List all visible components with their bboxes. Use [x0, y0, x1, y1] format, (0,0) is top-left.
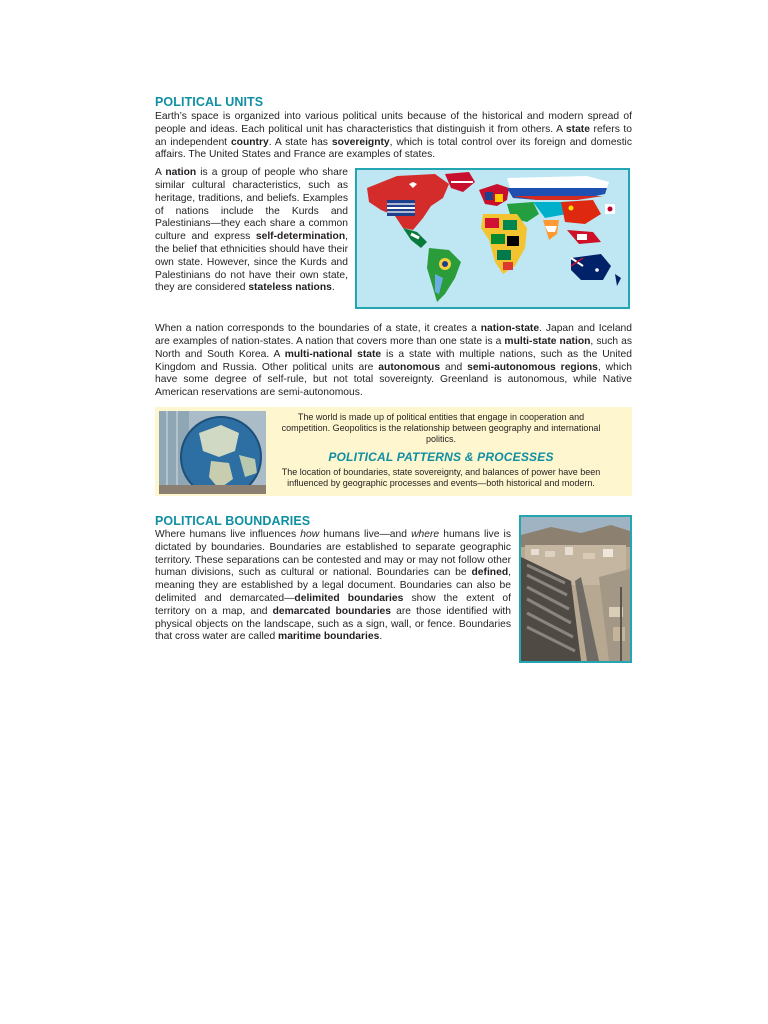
- callout-body: The location of boundaries, state sovereignty, and balances of power have been influenced by geographic processes and events—both historical and modern.: [281, 466, 601, 488]
- border-fence-icon: [521, 517, 630, 661]
- world-map-icon: [357, 170, 628, 307]
- political-units-intro: Earth’s space is organized into various political units because of the historical and modern spread of people and ideas. Each political unit has characteristics that distinguish it from others. A state refers to an independent country. A state has sovereignty, which is total control over its foreign and domestic affairs. The United States and France are examples of states.: [155, 111, 632, 161]
- boundaries-text: [155, 514, 511, 644]
- nation-section: [155, 167, 632, 319]
- globe-icon: [159, 411, 266, 494]
- political-boundaries-section: [155, 514, 632, 666]
- nation-state-paragraph: When a nation corresponds to the boundaries of a state, it creates a nation-state. Japan and Iceland are examples of nation-states. A nation that covers more than one state is a multi-state nation, such as North and South Korea. A multi-national state is a state with multiple nations, such as the United Kingdom and Russia. Other political units are autonomous and semi-autonomous regions, which have some degree of self-rule, but not total sovereignty. Greenland is autonomous, while Native American reservations are semi-autonomous.: [155, 323, 633, 399]
- nation-paragraph: A nation is a group of people who share similar cultural characteristics, such as heritage, traditions, and beliefs. Examples of nations include the Kurds and Palestinians—they each share a common culture and express self-determination, the belief that ethnicities should have their own state. However, since the Kurds and Palestinians do not have their own state, they are considered stateless nations.: [155, 167, 348, 294]
- callout-intro: The world is made up of political entities that engage in cooperation and competition. Geopolitics is the relationship between geography and international politics.: [281, 411, 601, 444]
- callout-title: POLITICAL PATTERNS & PROCESSES: [328, 449, 554, 464]
- boundaries-paragraph: Where humans live influences how humans live—and where humans live is dictated by boundaries. Boundaries are established to separate geographic territory. These separations can be contested and may or may not follow other human divisions, such as cultural or national. Boundaries can be defined, meaning they are established by a legal document. Boundaries can also be delimited and demarcated—delimited boundaries show the extent of territory on a map, and demarcated boundaries are those identified with physical objects on the landscape, such as a sign, wall, or fence. Boundaries that cross water are called maritime boundaries.: [155, 528, 511, 643]
- border-fence-photo-image: [519, 515, 632, 663]
- callout-text: [273, 412, 609, 489]
- page-content: [155, 95, 632, 666]
- globe-photo-image: [159, 411, 266, 494]
- political-boundaries-heading: POLITICAL BOUNDARIES: [155, 513, 311, 528]
- geopolitics-callout: [155, 407, 632, 496]
- flag-world-map-image: [355, 168, 630, 309]
- political-units-heading: POLITICAL UNITS: [155, 95, 264, 109]
